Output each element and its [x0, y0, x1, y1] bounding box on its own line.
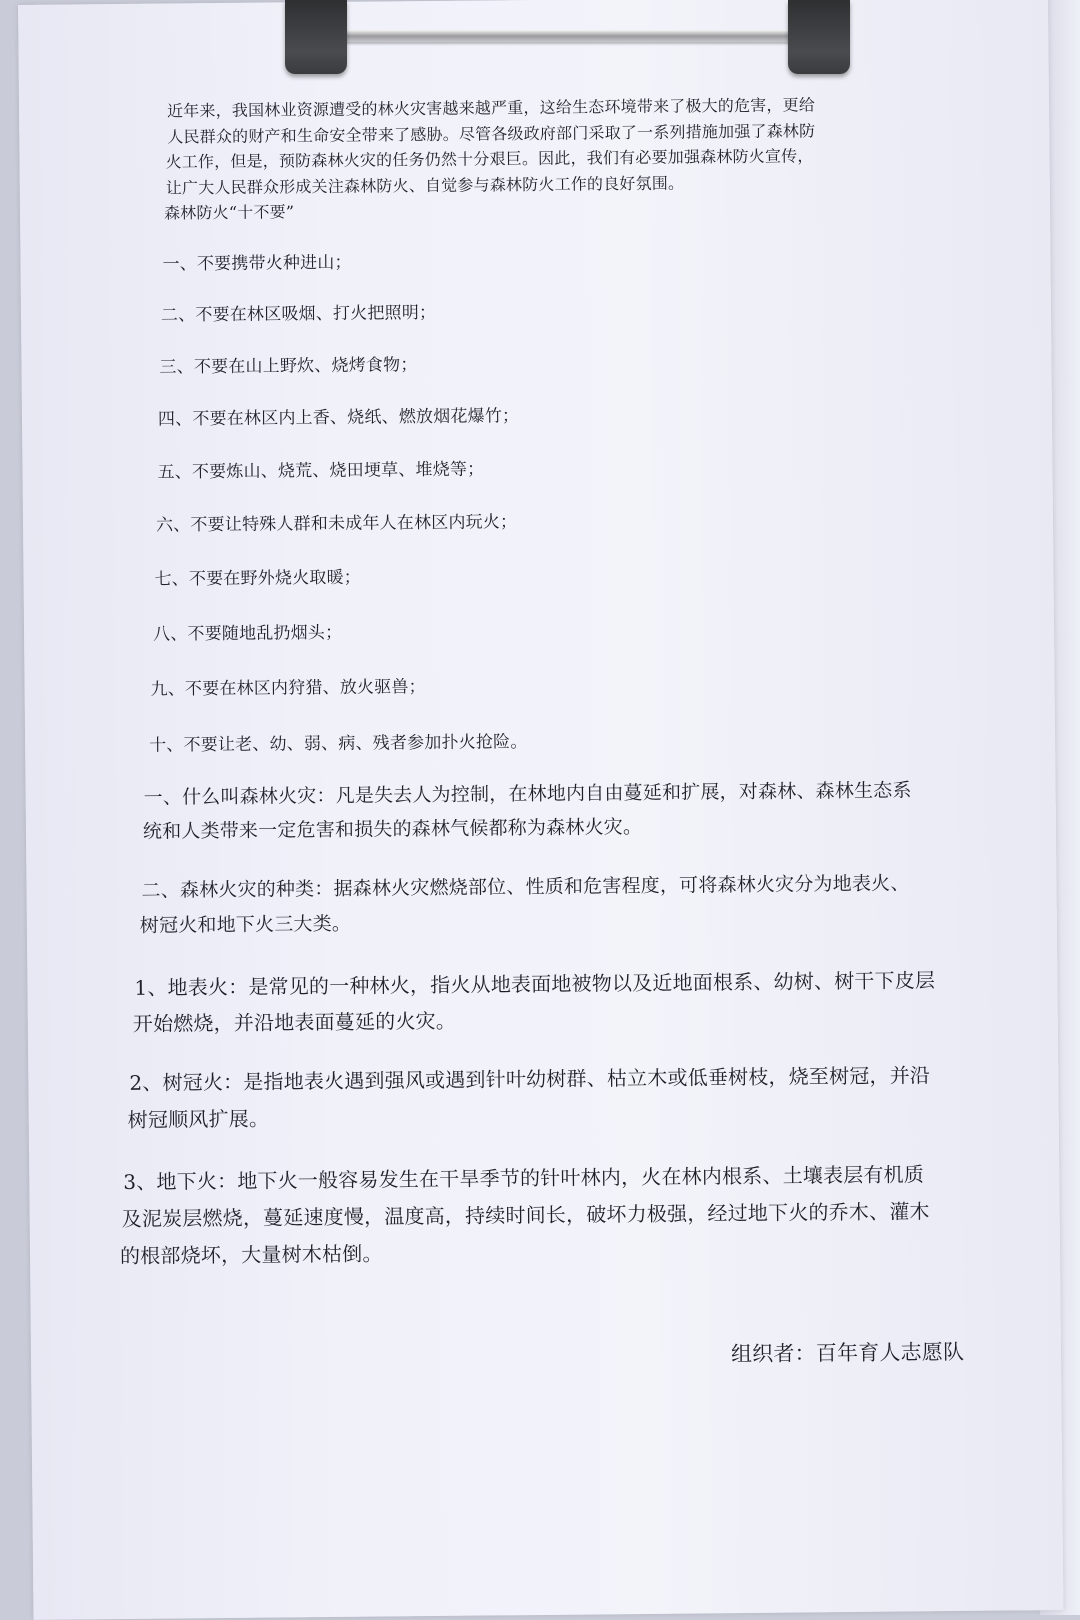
types-line-1: 二、森林火灾的种类：据森林火灾燃烧部位、性质和危害程度，可将森林火灾分为地表火、 — [141, 872, 910, 902]
rule-item: 一、不要携带火种进山； — [162, 252, 352, 275]
crown-fire-line-2: 树冠顺风扩展。 — [127, 1106, 270, 1132]
clip-wire — [333, 30, 802, 42]
definition-line-1: 一、什么叫森林火灾：凡是失去人为控制，在林地内自由蔓延和扩展，对森林、森林生态系 — [143, 779, 912, 809]
organizer-signature: 组织者：百年育人志愿队 — [730, 1339, 965, 1367]
clip-right-arm — [788, 0, 850, 74]
types-line-2: 树冠火和地下火三大类。 — [139, 912, 352, 937]
rule-item: 九、不要在林区内狩猎、放火驱兽； — [150, 677, 426, 700]
rule-item: 十、不要让老、幼、弱、病、残者参加扑火抢险。 — [149, 732, 528, 756]
surface-fire-line-2: 开始燃烧，并沿地表面蔓延的火灾。 — [132, 1008, 457, 1036]
document-body — [18, 0, 1063, 1620]
clip-left-arm — [285, 0, 347, 74]
intro-line-4: 让广大人民群众形成关注森林防火、自觉参与森林防火工作的良好氛围。 — [165, 173, 685, 198]
intro-line-3: 火工作，但是，预防森林火灾的任务仍然十分艰巨。因此，我们有必要加强森林防火宣传， — [165, 146, 814, 172]
intro-line-1: 近年来，我国林业资源遭受的林火灾害越来越严重，这给生态环境带来了极大的危害，更给 — [166, 95, 816, 121]
rule-item: 三、不要在山上野炊、烧烤食物； — [159, 355, 418, 378]
rule-item: 七、不要在野外烧火取暖； — [154, 567, 362, 590]
surface-fire-line-1: 1、地表火：是常见的一种林火，指火从地表面地被物以及近地面根系、幼树、树干下皮层 — [134, 968, 936, 1000]
ground-fire-line-3: 的根部烧坏，大量树木枯倒。 — [119, 1241, 383, 1269]
rule-item: 五、不要炼山、烧荒、烧田埂草、堆烧等； — [157, 459, 485, 483]
rule-item: 八、不要随地乱扔烟头； — [152, 622, 343, 645]
rule-item: 二、不要在林区吸烟、打火把照明； — [160, 302, 437, 326]
rule-item: 六、不要让特殊人群和未成年人在林区内玩火； — [155, 512, 518, 536]
rules-title: 森林防火“十不要” — [163, 202, 295, 223]
ground-fire-line-2: 及泥炭层燃烧，蔓延速度慢，温度高，持续时间长，破坏力极强，经过地下火的乔木、灌木 — [121, 1199, 930, 1232]
intro-line-2: 人民群众的财产和生命安全带来了感胁。尽管各级政府部门采取了一系列措施加强了森林防 — [167, 121, 816, 147]
paper-sheet — [18, 0, 1063, 1620]
ground-fire-line-1: 3、地下火：地下火一般容易发生在干旱季节的针叶林内，火在林内根系、土壤表层有机质 — [123, 1162, 925, 1194]
definition-line-2: 统和人类带来一定危害和损失的森林气候都称为森林火灾。 — [142, 815, 643, 843]
clipboard-clip — [285, 0, 850, 80]
rule-item: 四、不要在林区内上香、烧纸、燃放烟花爆竹； — [157, 406, 520, 430]
crown-fire-line-1: 2、树冠火：是指地表火遇到强风或遇到针叶幼树群、枯立木或低垂树枝，烧至树冠，并沿 — [129, 1063, 931, 1095]
